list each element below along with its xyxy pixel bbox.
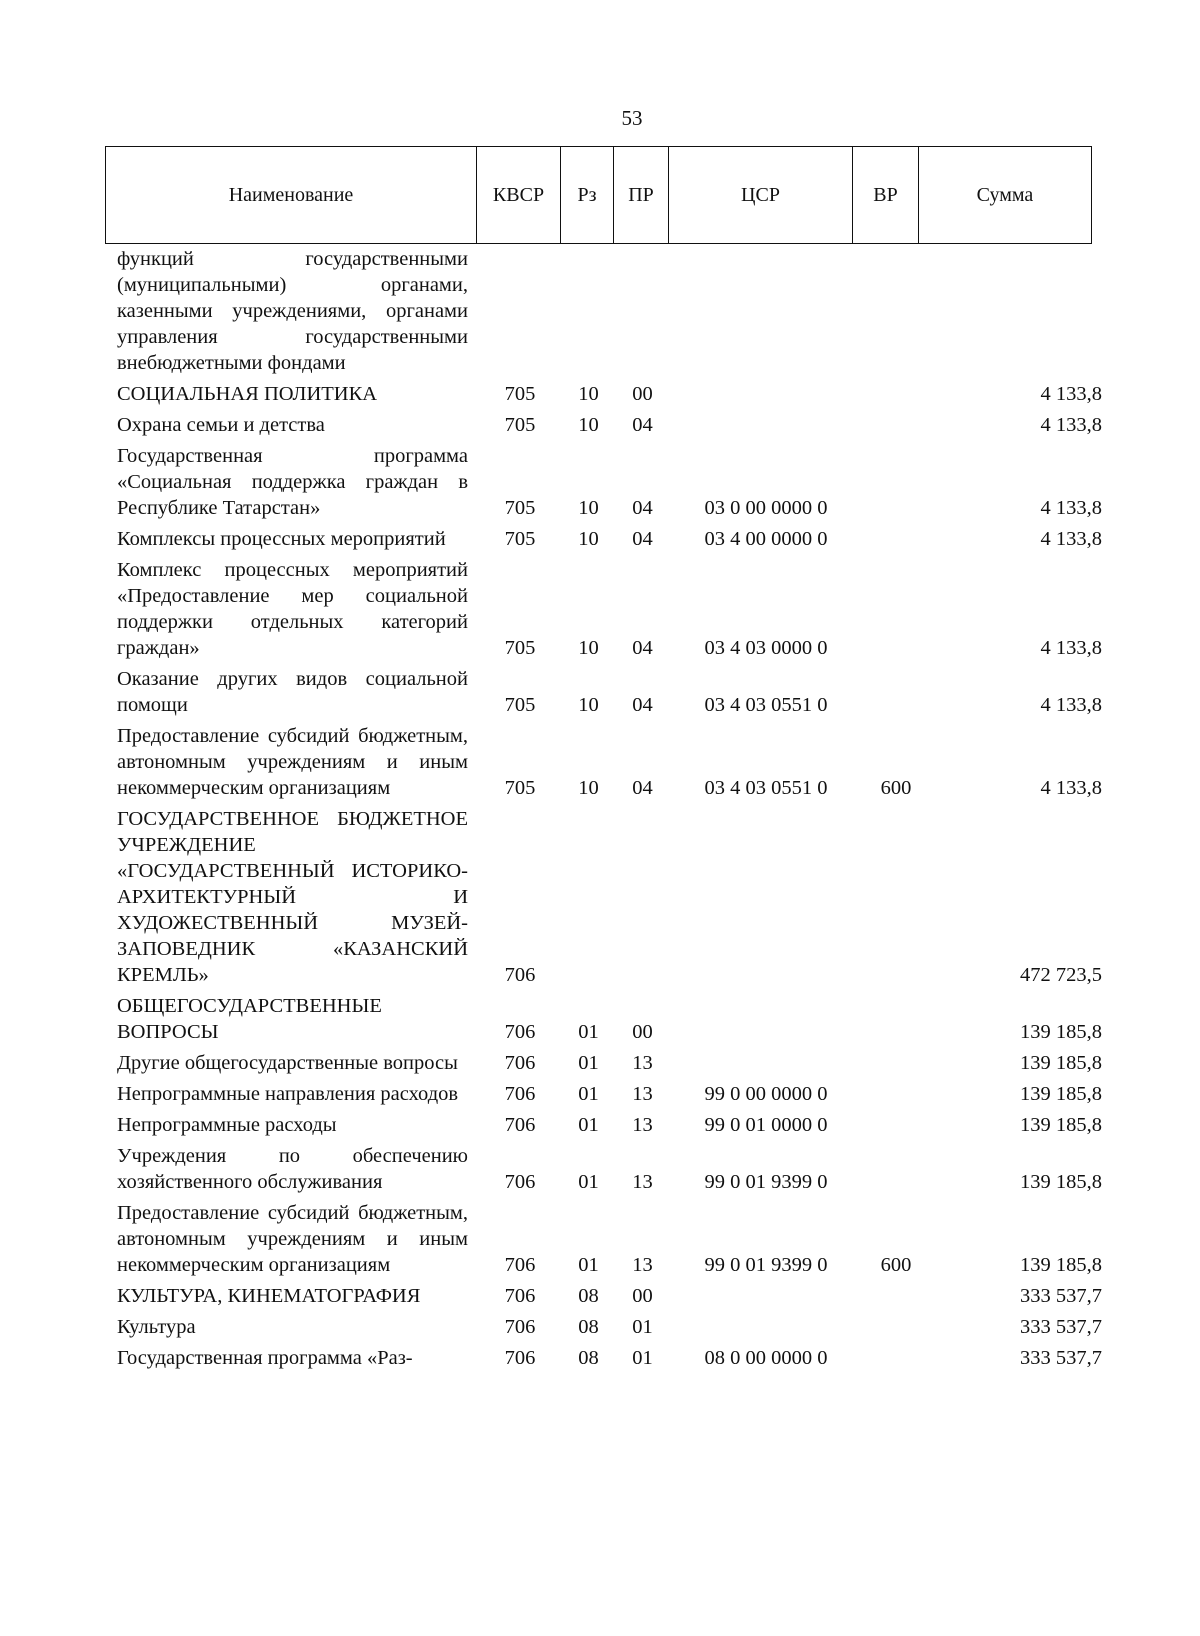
row-rz: 08	[578, 1285, 599, 1307]
table-row	[105, 381, 1129, 407]
row-kvsr: 706	[504, 1114, 536, 1136]
row-name: Культура	[117, 1316, 196, 1338]
row-pr: 00	[632, 1021, 653, 1043]
row-pr: 00	[632, 383, 653, 405]
row-name: Учреждения по обеспечению хозяйственного обслуживания	[117, 1145, 468, 1193]
column-header-pr: ПР	[614, 147, 669, 244]
row-vr: 600	[880, 1254, 912, 1276]
table-row	[105, 246, 1129, 376]
row-csr: 03 4 00 0000 0	[704, 528, 828, 550]
table-row	[105, 1112, 1129, 1138]
row-pr: 00	[632, 1285, 653, 1307]
row-sum: 472 723,5	[1020, 964, 1102, 986]
row-pr: 01	[632, 1347, 653, 1369]
column-header-name: Наименование	[106, 147, 477, 244]
row-name: функций государственными (муниципальными) органами, казенными учреждениями, органами управления государственными внебюджетными фондами	[117, 248, 468, 374]
row-rz: 10	[578, 383, 599, 405]
row-csr: 99 0 00 0000 0	[704, 1083, 828, 1105]
row-pr: 01	[632, 1316, 653, 1338]
row-kvsr: 706	[504, 1285, 536, 1307]
table-row	[105, 1314, 1129, 1340]
table-row	[105, 557, 1129, 661]
row-kvsr: 705	[504, 497, 536, 519]
row-pr: 04	[632, 777, 653, 799]
table-row	[105, 526, 1129, 552]
row-name: Непрограммные направления расходов	[117, 1083, 459, 1105]
row-rz: 01	[578, 1083, 599, 1105]
table-row	[105, 412, 1129, 438]
row-sum: 333 537,7	[1020, 1285, 1102, 1307]
row-kvsr: 706	[504, 1021, 536, 1043]
row-kvsr: 706	[504, 1316, 536, 1338]
row-csr: 03 4 03 0000 0	[704, 637, 828, 659]
row-sum: 4 133,8	[1040, 694, 1102, 716]
row-sum: 139 185,8	[1020, 1052, 1102, 1074]
row-name: Государственная программа «Социальная поддержка граждан в Республике Татарстан»	[117, 445, 468, 519]
row-rz: 01	[578, 1254, 599, 1276]
table-row	[105, 1283, 1129, 1309]
row-csr: 99 0 01 0000 0	[704, 1114, 828, 1136]
table-row	[105, 1345, 1129, 1371]
row-kvsr: 706	[504, 1171, 536, 1193]
row-name: Предоставление субсидий бюджетным, автономным учреждениям и иным некоммерческим организациям	[117, 725, 468, 799]
column-header-vr: ВР	[853, 147, 919, 244]
row-csr: 08 0 00 0000 0	[704, 1347, 828, 1369]
row-rz: 01	[578, 1021, 599, 1043]
row-rz: 10	[578, 694, 599, 716]
row-sum: 4 133,8	[1040, 637, 1102, 659]
row-kvsr: 705	[504, 777, 536, 799]
row-rz: 10	[578, 414, 599, 436]
row-name: Комплекс процессных мероприятий «Предоставление мер социальной поддержки отдельных категорий граждан»	[117, 559, 468, 659]
row-csr: 99 0 01 9399 0	[704, 1171, 828, 1193]
row-pr: 04	[632, 528, 653, 550]
row-csr: 03 0 00 0000 0	[704, 497, 828, 519]
column-header-rz: Рз	[561, 147, 614, 244]
row-name: Комплексы процессных мероприятий	[117, 528, 446, 550]
row-rz: 08	[578, 1316, 599, 1338]
row-name: Охрана семьи и детства	[117, 414, 325, 436]
row-sum: 4 133,8	[1040, 383, 1102, 405]
row-pr: 13	[632, 1254, 653, 1276]
column-header-sum: Сумма	[919, 147, 1092, 244]
row-sum: 139 185,8	[1020, 1021, 1102, 1043]
table-row	[105, 1081, 1129, 1107]
row-csr: 99 0 01 9399 0	[704, 1254, 828, 1276]
row-kvsr: 705	[504, 414, 536, 436]
row-name: Оказание других видов социальной помощи	[117, 668, 468, 716]
row-pr: 04	[632, 694, 653, 716]
row-rz: 10	[578, 528, 599, 550]
row-sum: 4 133,8	[1040, 528, 1102, 550]
row-sum: 139 185,8	[1020, 1254, 1102, 1276]
row-rz: 01	[578, 1171, 599, 1193]
row-rz: 10	[578, 497, 599, 519]
page-number: 53	[621, 106, 643, 130]
row-sum: 139 185,8	[1020, 1083, 1102, 1105]
row-rz: 01	[578, 1114, 599, 1136]
row-name: ГОСУДАРСТВЕННОЕ БЮДЖЕТНОЕ УЧРЕЖДЕНИЕ «ГОСУДАРСТВЕННЫЙ ИСТОРИКО-АРХИТЕКТУРНЫЙ И ХУДОЖЕСТВЕННЫЙ МУЗЕЙ-ЗАПОВЕДНИК «КАЗАНСКИЙ КРЕМЛЬ»	[117, 808, 468, 986]
table-row	[105, 993, 1129, 1045]
table-row	[105, 443, 1129, 521]
table-row	[105, 666, 1129, 718]
row-name: Предоставление субсидий бюджетным, автономным учреждениям и иным некоммерческим организациям	[117, 1202, 468, 1276]
row-rz: 08	[578, 1347, 599, 1369]
row-name: Непрограммные расходы	[117, 1114, 337, 1136]
table-row	[105, 1143, 1129, 1195]
table-body	[105, 246, 1129, 1371]
row-sum: 139 185,8	[1020, 1171, 1102, 1193]
row-kvsr: 706	[504, 1347, 536, 1369]
row-kvsr: 705	[504, 528, 536, 550]
row-kvsr: 705	[504, 637, 536, 659]
row-sum: 4 133,8	[1040, 777, 1102, 799]
row-rz: 01	[578, 1052, 599, 1074]
table-row	[105, 1050, 1129, 1076]
row-kvsr: 705	[504, 694, 536, 716]
row-sum: 4 133,8	[1040, 414, 1102, 436]
table-row	[105, 1200, 1129, 1278]
row-sum: 333 537,7	[1020, 1316, 1102, 1338]
row-pr: 13	[632, 1171, 653, 1193]
table-header	[105, 146, 1092, 244]
row-kvsr: 705	[504, 383, 536, 405]
row-pr: 04	[632, 414, 653, 436]
row-sum: 4 133,8	[1040, 497, 1102, 519]
row-pr: 13	[632, 1052, 653, 1074]
row-rz: 10	[578, 637, 599, 659]
row-csr: 03 4 03 0551 0	[704, 694, 828, 716]
row-sum: 139 185,8	[1020, 1114, 1102, 1136]
row-name: ОБЩЕГОСУДАРСТВЕННЫЕ ВОПРОСЫ	[117, 995, 382, 1043]
row-kvsr: 706	[504, 1254, 536, 1276]
row-name: Государственная программа «Раз-	[117, 1347, 413, 1369]
row-vr: 600	[880, 777, 912, 799]
row-rz: 10	[578, 777, 599, 799]
column-header-csr: ЦСР	[669, 147, 853, 244]
row-sum: 333 537,7	[1020, 1347, 1102, 1369]
row-kvsr: 706	[504, 964, 536, 986]
column-header-kvsr: КВСР	[477, 147, 561, 244]
row-kvsr: 706	[504, 1052, 536, 1074]
row-name: Другие общегосударственные вопросы	[117, 1052, 458, 1074]
row-pr: 13	[632, 1083, 653, 1105]
table-row	[105, 806, 1129, 988]
row-pr: 04	[632, 637, 653, 659]
row-pr: 04	[632, 497, 653, 519]
row-name: КУЛЬТУРА, КИНЕМАТОГРАФИЯ	[117, 1285, 421, 1307]
table-row	[105, 723, 1129, 801]
row-csr: 03 4 03 0551 0	[704, 777, 828, 799]
row-name: СОЦИАЛЬНАЯ ПОЛИТИКА	[117, 383, 378, 405]
row-kvsr: 706	[504, 1083, 536, 1105]
row-pr: 13	[632, 1114, 653, 1136]
